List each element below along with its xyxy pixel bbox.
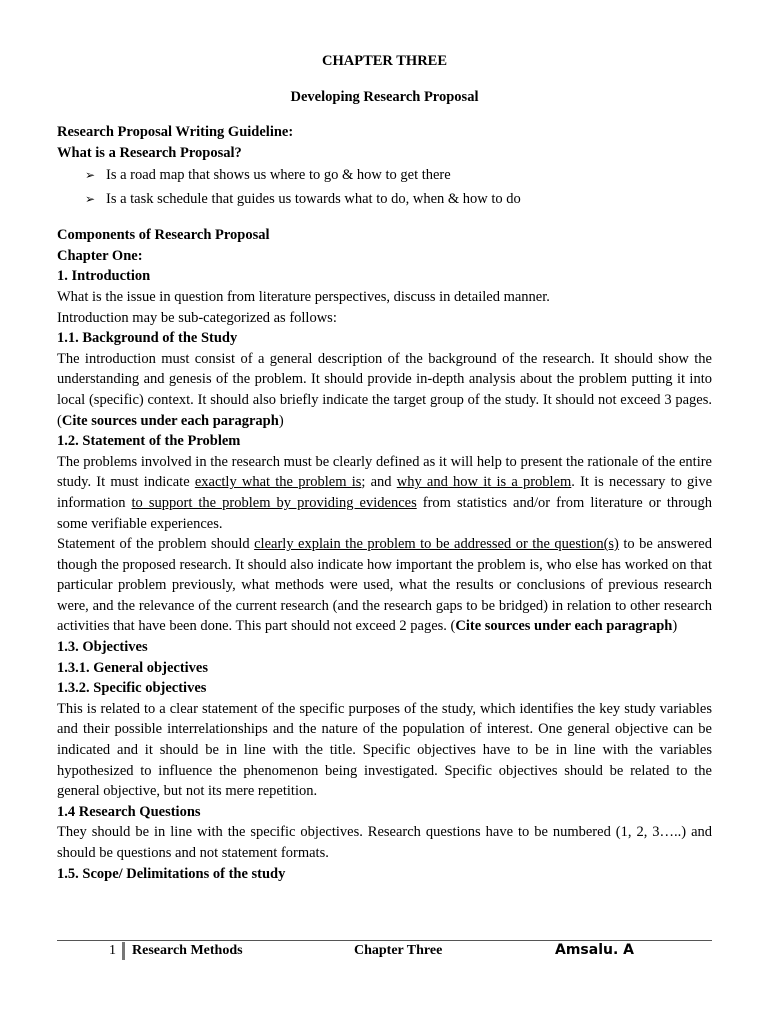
chapter-title: CHAPTER THREE bbox=[321, 53, 448, 69]
statement-paragraph-2: Statement of the problem should clearly explain the problem to be addressed or the question(s) to be answered though the proposed research. It should also indicate how important the problem is, who else has worked on that particular problem previously, what methods were used, what the results or conclusions of previous research were, and the relevance of the current research (and the research gaps to be bridged) in relation to other research activities that have been done. This part should not exceed 2 pages. (Cite sources under each paragraph) bbox=[57, 536, 712, 635]
document-body bbox=[57, 50, 712, 884]
underlined-phrase: why and how it is a problem bbox=[396, 474, 572, 491]
statement-paragraph-1: The problems involved in the research must be clearly defined as it will help to present the rationale of the entire study. It must indicate exactly what the problem is; and why and how it is a problem. It is necessary to give information to support the problem by providing evidences from statistics and/or from literature or through some verifiable experiences. bbox=[57, 453, 713, 532]
list-item-text: Is a task schedule that guides us towards what to do, when & how to do bbox=[106, 191, 521, 208]
components-heading: Components of Research Proposal bbox=[57, 227, 270, 244]
document-subtitle: Developing Research Proposal bbox=[290, 89, 479, 105]
page-number: 1 bbox=[109, 943, 116, 958]
page-footer bbox=[57, 942, 712, 962]
cite-sources-note: Cite sources under each paragraph bbox=[455, 618, 673, 635]
statement-heading: 1.2. Statement of the Problem bbox=[57, 433, 241, 450]
introduction-heading: 1. Introduction bbox=[57, 268, 151, 285]
footer-chapter: Chapter Three bbox=[354, 943, 443, 958]
general-objectives-heading: 1.3.1. General objectives bbox=[57, 659, 209, 676]
underlined-phrase: clearly explain the problem to be addressed or the question(s) bbox=[254, 536, 619, 553]
research-questions-heading: 1.4 Research Questions bbox=[57, 803, 201, 820]
footer-author: Amsalu. A bbox=[555, 942, 634, 958]
what-is-heading: What is a Research Proposal? bbox=[57, 144, 242, 161]
definition-list bbox=[57, 163, 712, 211]
guideline-heading: Research Proposal Writing Guideline: bbox=[57, 124, 294, 140]
arrow-bullet-icon: ➢ bbox=[85, 168, 96, 183]
footer-course: Research Methods bbox=[132, 943, 243, 958]
scope-heading: 1.5. Scope/ Delimitations of the study bbox=[57, 865, 286, 882]
intro-line-2: Introduction may be sub-categorized as follows: bbox=[57, 309, 337, 326]
list-item bbox=[85, 163, 712, 187]
chapter-one-heading: Chapter One: bbox=[57, 247, 143, 264]
background-heading: 1.1. Background of the Study bbox=[57, 330, 238, 347]
underlined-phrase: to support the problem by providing evidences bbox=[131, 494, 417, 511]
arrow-bullet-icon: ➢ bbox=[85, 192, 96, 207]
footer-separator bbox=[122, 942, 125, 960]
footer-divider bbox=[57, 940, 712, 941]
research-questions-paragraph: They should be in line with the specific objectives. Research questions have to be numbered (1, 2, 3…..) and should be questions and not statement formats. bbox=[57, 824, 712, 861]
specific-objectives-heading: 1.3.2. Specific objectives bbox=[57, 680, 207, 697]
list-item-text: Is a road map that shows us where to go & how to get there bbox=[106, 167, 451, 184]
underlined-phrase: exactly what the problem is bbox=[194, 474, 362, 491]
intro-line-1: What is the issue in question from literature perspectives, discuss in detailed manner. bbox=[57, 288, 550, 305]
objectives-heading: 1.3. Objectives bbox=[57, 639, 148, 656]
objectives-paragraph: This is related to a clear statement of the specific purposes of the study, which identifies the key study variables and their possible interrelationships and the nature of the population of interest. One general objective can be indicated and it should be in line with the title. Specific objectives have to be in line with the variables hypothesized to influence the phenomenon being investigated. Specific objectives should be related to the general objective, but not its mere repetition. bbox=[57, 700, 712, 800]
cite-sources-note: Cite sources under each paragraph bbox=[61, 412, 279, 429]
background-paragraph: The introduction must consist of a general description of the background of the research. It should show the understanding and genesis of the problem. It should provide in-depth analysis about the problem putting it into local (specific) context. It should also briefly indicate the target group of the study. It should not exceed 3 pages. (Cite sources under each paragraph) bbox=[57, 350, 712, 429]
list-item bbox=[85, 187, 712, 211]
